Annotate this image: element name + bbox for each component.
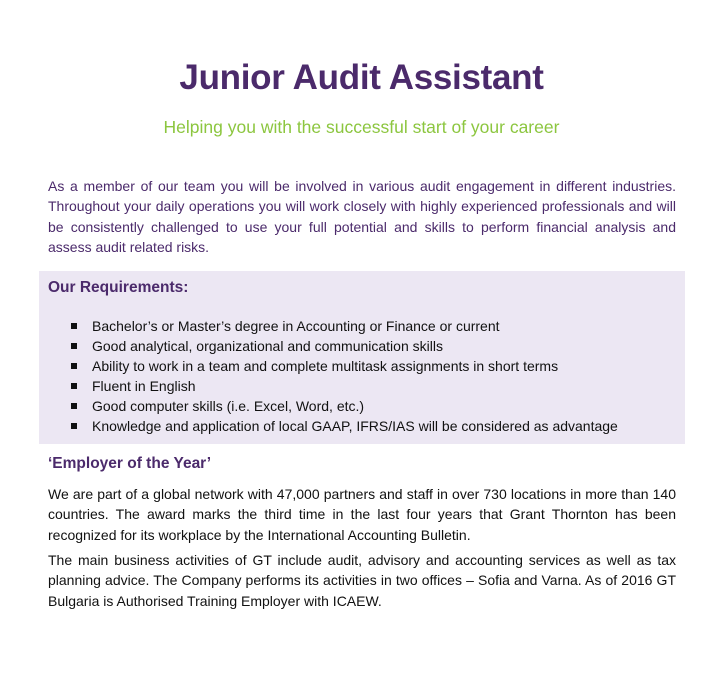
square-bullet-icon <box>71 323 77 329</box>
requirements-list <box>71 316 618 436</box>
square-bullet-icon <box>71 423 77 429</box>
requirement-text: Good computer skills (i.e. Excel, Word, etc.) <box>92 398 365 414</box>
employer-paragraph-1: We are part of a global network with 47,000 partners and staff in over 730 locations in more than 140 countries. The award marks the third time in the last four years that Grant Thornton has been recognized for its workplace by the International Accounting Bulletin. <box>48 486 676 543</box>
square-bullet-icon <box>71 383 77 389</box>
square-bullet-icon <box>71 403 77 409</box>
requirement-item <box>71 336 618 356</box>
requirement-text: Bachelor’s or Master’s degree in Accounting or Finance or current <box>92 318 500 334</box>
requirement-text: Fluent in English <box>92 378 196 394</box>
requirement-item <box>71 316 618 336</box>
requirements-title: Our Requirements: <box>48 279 189 296</box>
requirement-item <box>71 356 618 376</box>
square-bullet-icon <box>71 363 77 369</box>
requirement-text: Knowledge and application of local GAAP, IFRS/IAS will be considered as advantage <box>92 418 618 434</box>
intro-paragraph: As a member of our team you will be involved in various audit engagement in different industries. Throughout your daily operations you will work closely with highly experienced professionals and will be consistently challenged to use your full potential and skills to perform financial analysis and assess audit related risks. <box>48 178 676 255</box>
requirement-item <box>71 416 618 436</box>
employer-of-year-title: ‘Employer of the Year’ <box>48 455 212 472</box>
requirement-item <box>71 376 618 396</box>
requirement-item <box>71 396 618 416</box>
requirement-text: Good analytical, organizational and communication skills <box>92 338 443 354</box>
requirements-box <box>39 271 685 444</box>
page-title: Junior Audit Assistant <box>179 58 544 97</box>
page-subtitle: Helping you with the successful start of your career <box>163 117 560 137</box>
square-bullet-icon <box>71 343 77 349</box>
requirement-text: Ability to work in a team and complete multitask assignments in short terms <box>92 358 559 374</box>
employer-paragraph-2: The main business activities of GT include audit, advisory and accounting services as well as tax planning advice. The Company performs its activities in two offices – Sofia and Varna. As of 2016 GT Bulgaria is Authorised Training Employer with ICAEW. <box>48 552 676 609</box>
